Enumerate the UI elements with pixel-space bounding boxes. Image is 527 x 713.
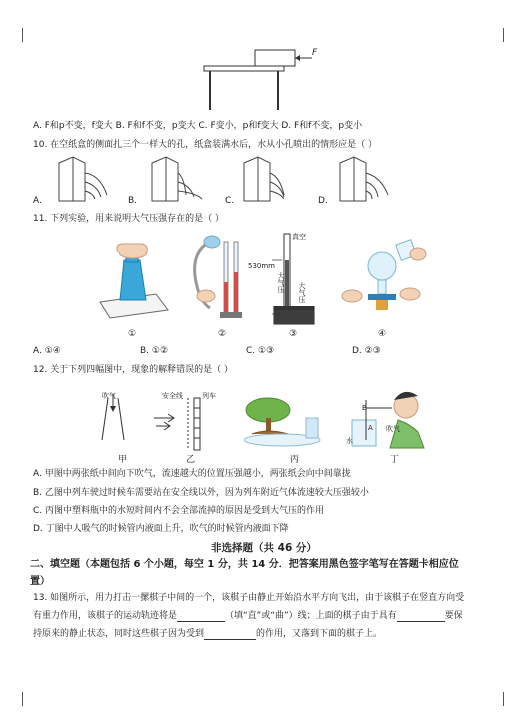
q12-option-c: C. 丙图中塑料瓶中的水短时间内不会全部流掉的原因是受到大气压的作用 (33, 506, 325, 516)
crop-mark-bottom-left (22, 692, 23, 706)
q11-option-b: B. ①② (140, 346, 169, 356)
q11-stem: 11. 下列实验，用来说明大气压强存在的是（ ） (33, 214, 225, 224)
q11-label-2: ② (218, 329, 227, 339)
q10-stem: 10. 在空纸盒的侧面扎三个一样大的孔，纸盒装满水后，水从小孔喷出的情形应是（ ） (33, 140, 378, 150)
atm-label-right: 大气压 (298, 282, 306, 303)
vacuum-label: 真空 (292, 233, 306, 241)
q12-label-jia: 甲 (118, 455, 128, 465)
water-label: 水 (346, 437, 353, 445)
q13-line2-part3: 要保 (444, 611, 463, 621)
q10-box-a (55, 155, 115, 205)
q12-label-yi: 乙 (186, 455, 196, 465)
q11-label-3: ③ (289, 329, 298, 339)
blow-label-jia: 吹气 (102, 392, 116, 400)
q11-figure-4-flask (338, 236, 428, 326)
q11-option-c: C. ①③ (246, 346, 275, 356)
q13-line2-part2: （填“直”或“曲”）线；上面的棋子由于具有 (225, 611, 397, 621)
q10-box-d (336, 155, 396, 205)
safety-line-label: 安全线 (162, 392, 183, 400)
q12-option-b: B. 乙图中列车驶过时候车需要站在安全线以外，因为列车附近气体流速较大压强较小 (33, 488, 369, 498)
q13-line1: 13. 如图所示，用力打击一摞棋子中间的一个，该棋子由静止开始沿水平方向飞出，由于该棋子在竖直方向受 (33, 593, 465, 603)
q11-label-1: ① (128, 329, 137, 339)
fill-section-title-line2: 置） (30, 576, 50, 587)
crop-mark-bottom-right (503, 692, 504, 706)
q13-line3 (33, 628, 382, 640)
q13-blank-3[interactable] (204, 639, 256, 640)
q12-figure-yi (148, 396, 208, 452)
nonchoice-title: 非选择题（共 46 分） (211, 542, 317, 554)
q13-line2 (33, 610, 463, 622)
q10-option-b: B. (128, 196, 138, 206)
q12-option-a: A. 甲图中两张纸中间向下吹气，流速越大的位置压强越小，两张纸会向中间靠拢 (33, 469, 351, 479)
q12-figure-ding (344, 380, 434, 450)
q10-option-a: A. (33, 196, 42, 206)
q13-line3-part2: 的作用，又落到下面的棋子上。 (256, 629, 383, 639)
q12-stem: 12. 关于下列四幅图中，现象的解释错误的是（ ） (33, 365, 234, 375)
q10-option-c: C. (225, 196, 235, 206)
q13-blank-1[interactable] (177, 621, 225, 622)
b-label: B (362, 404, 367, 412)
q12-option-d: D. 丁图中人吸气的时候管内液面上升，吹气的时候管内液面下降 (33, 524, 289, 534)
q13-line3-part1: 持原来的静止状态，同时这些棋子因为受到 (33, 629, 205, 639)
crop-mark-top-left (22, 28, 23, 42)
q12-label-ding: 丁 (390, 455, 400, 465)
mm-label: 530mm (248, 262, 275, 270)
atm-label-left: 大气压 (277, 272, 285, 293)
q13-line2-part1: 有重力作用，该棋子的运动轨迹将是 (33, 611, 178, 621)
q12-figure-bing (244, 394, 344, 450)
table-block-figure (200, 44, 330, 114)
force-label: F (312, 48, 318, 58)
q11-figure-1-bottle (98, 240, 170, 322)
a-label: A (368, 424, 373, 432)
q12-label-bing: 丙 (290, 455, 300, 465)
q11-label-4: ④ (378, 329, 387, 339)
q11-option-a: A. ①④ (33, 346, 61, 356)
q10-option-d: D. (318, 196, 328, 206)
q11-option-d: D. ②③ (352, 346, 381, 356)
q12-figure-jia (88, 392, 148, 446)
q10-box-b (148, 155, 208, 205)
blow-label-ding: 吹气 (386, 425, 400, 433)
crop-mark-top-right (503, 28, 504, 42)
q10-box-c (240, 155, 300, 205)
q13-blank-2[interactable] (397, 621, 445, 622)
q9-options: A. F和p不变，f变大 B. F和f不变，p变大 C. F变小，p和f变大 D. F和f不变，p变小 (33, 121, 363, 131)
q11-figure-2-u-tube (180, 232, 250, 324)
fill-section-title-line1: 二、填空题（本题包括 6 个小题，每空 1 分，共 14 分．把答案用黑色签字笔写在答题卡相应位 (30, 559, 459, 570)
train-label: 列车 (202, 392, 216, 400)
